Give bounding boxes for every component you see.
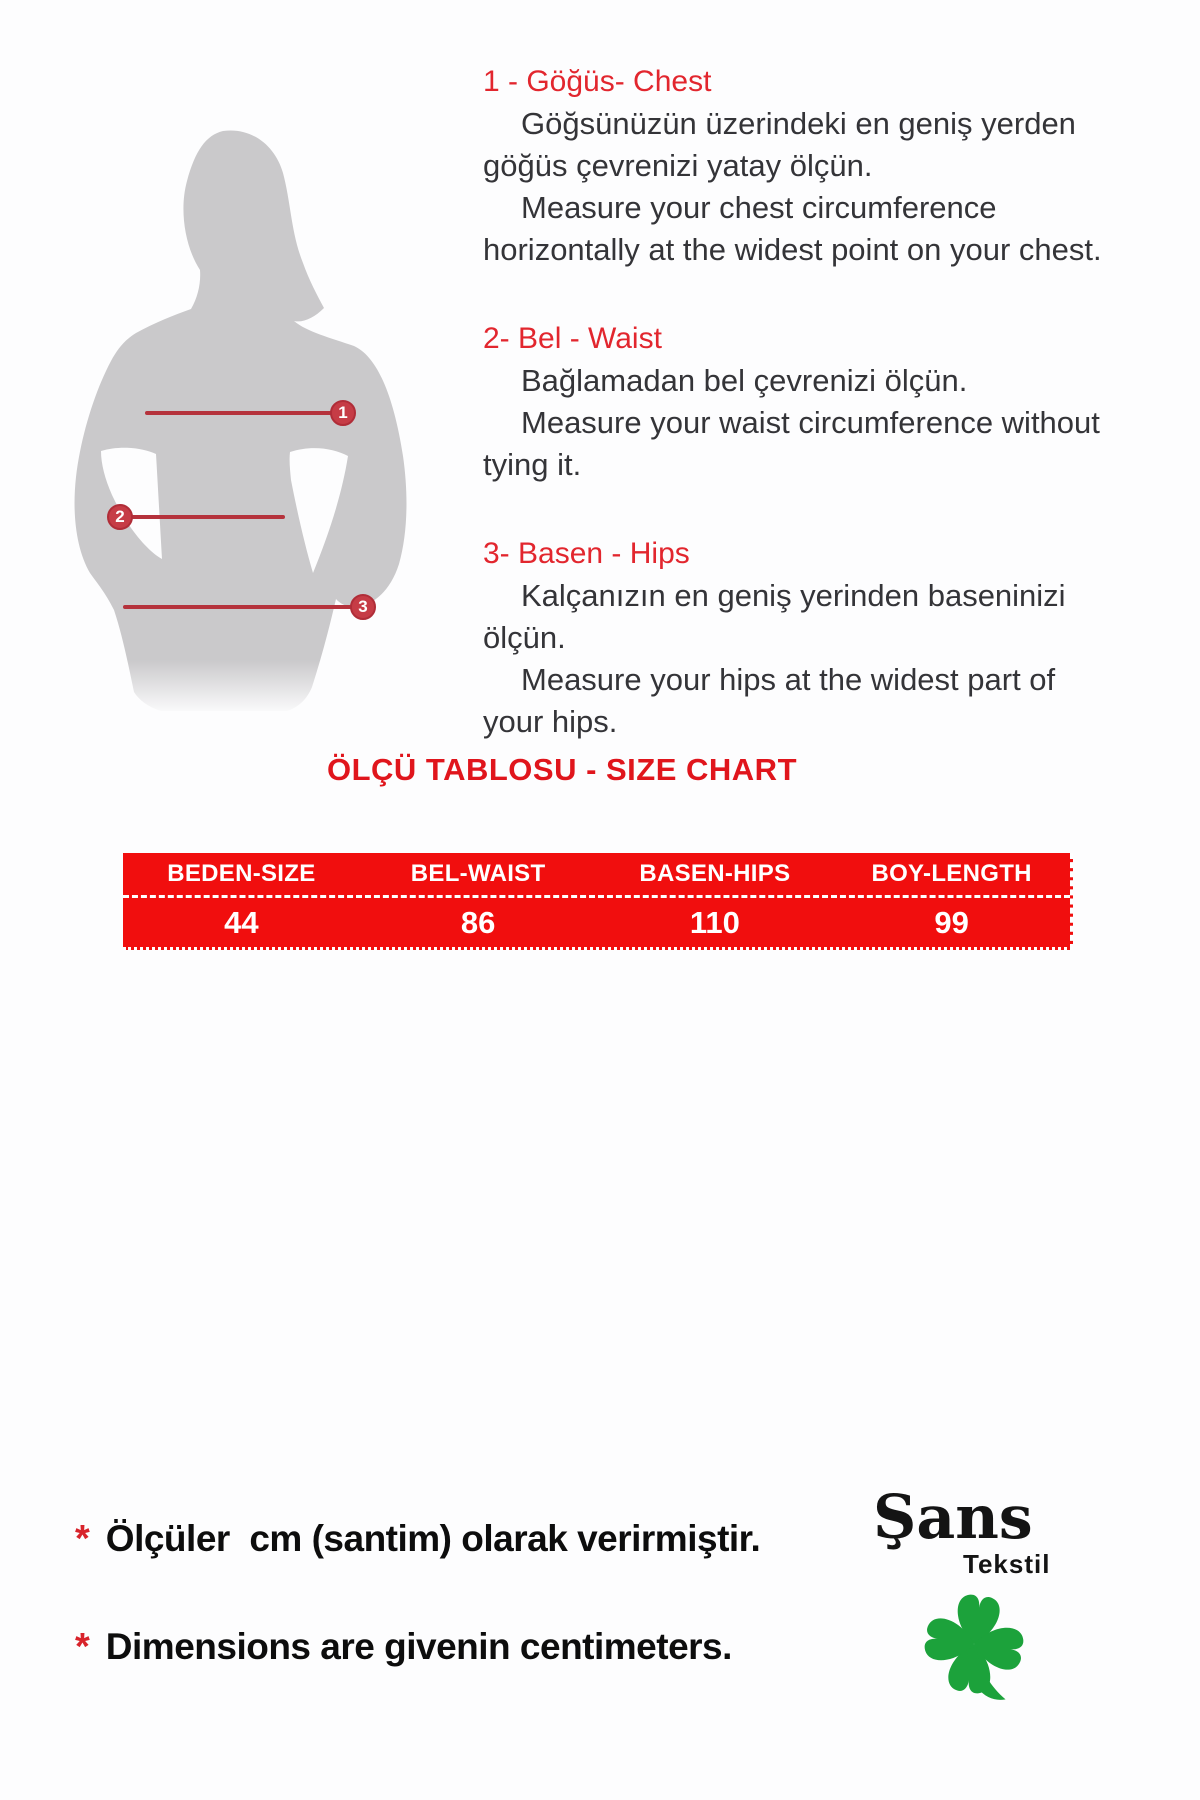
waist-measure-line (120, 515, 285, 519)
value-cell-bel-waist: 86 (460, 904, 496, 940)
header-cell-bel-waist: BEL-WAIST (410, 860, 546, 887)
note-units-english-text: Dimensions are givenin centimeters. (105, 1626, 732, 1667)
section-chest-line: göğüs çevrenizi yatay ölçün. (483, 148, 873, 183)
value-cell-beden-size: 44 (224, 904, 259, 940)
section-hips-line: your hips. (483, 704, 618, 739)
header-cell-beden-size: BEDEN-SIZE (167, 860, 316, 887)
value-cell-boy-length: 99 (934, 904, 969, 940)
section-waist (483, 317, 1183, 486)
value-cell-basen-hips: 110 (689, 904, 740, 940)
measuring-instructions (483, 60, 1183, 789)
size-table-value-row (123, 898, 1070, 947)
section-chest (483, 60, 1183, 271)
hips-marker-badge: 3 (350, 594, 376, 620)
asterisk-icon: * (75, 1626, 90, 1668)
section-chest-heading: 1 - Göğüs- Chest (483, 65, 712, 98)
section-chest-line: Measure your chest circumference (521, 190, 997, 225)
section-chest-line: Göğsünüzün üzerindeki en geniş yerden (521, 106, 1076, 141)
hips-measure-line (123, 605, 363, 609)
section-hips (483, 532, 1183, 743)
brand-subtitle: Tekstil (963, 1549, 1051, 1579)
section-waist-line: tying it. (483, 447, 582, 482)
section-hips-line: Kalçanızın en geniş yerinden baseninizi (521, 578, 1066, 613)
section-waist-line: Measure your waist circumference without (521, 405, 1100, 440)
size-table-header-row (123, 853, 1070, 898)
four-leaf-clover-icon (903, 1577, 1045, 1711)
section-waist-line: Bağlamadan bel çevrenizi ölçün. (521, 363, 968, 398)
waist-marker-badge: 2 (107, 504, 133, 530)
section-hips-line: ölçün. (483, 620, 566, 655)
note-units-turkish-text: Ölçüler cm (santim) olarak verirmiştir. (105, 1518, 761, 1559)
section-hips-line: Measure your hips at the widest part of (521, 662, 1056, 697)
header-cell-boy-length: BOY-LENGTH (871, 860, 1032, 887)
asterisk-icon: * (75, 1518, 90, 1560)
female-silhouette-icon (55, 115, 435, 715)
brand-name: Şans (873, 1483, 1033, 1553)
section-waist-heading: 2- Bel - Waist (483, 322, 662, 355)
section-hips-heading: 3- Basen - Hips (483, 537, 690, 570)
size-table (123, 853, 1073, 950)
size-chart-title: ÖLÇÜ TABLOSU - SIZE CHART (327, 752, 798, 787)
note-units-turkish (75, 1516, 760, 1562)
chest-marker-badge: 1 (330, 400, 356, 426)
body-silhouette-figure (55, 115, 435, 715)
note-units-english (75, 1624, 732, 1670)
chest-measure-line (145, 411, 343, 415)
header-cell-basen-hips: BASEN-HIPS (639, 860, 791, 887)
section-chest-line: horizontally at the widest point on your chest. (483, 232, 1102, 267)
